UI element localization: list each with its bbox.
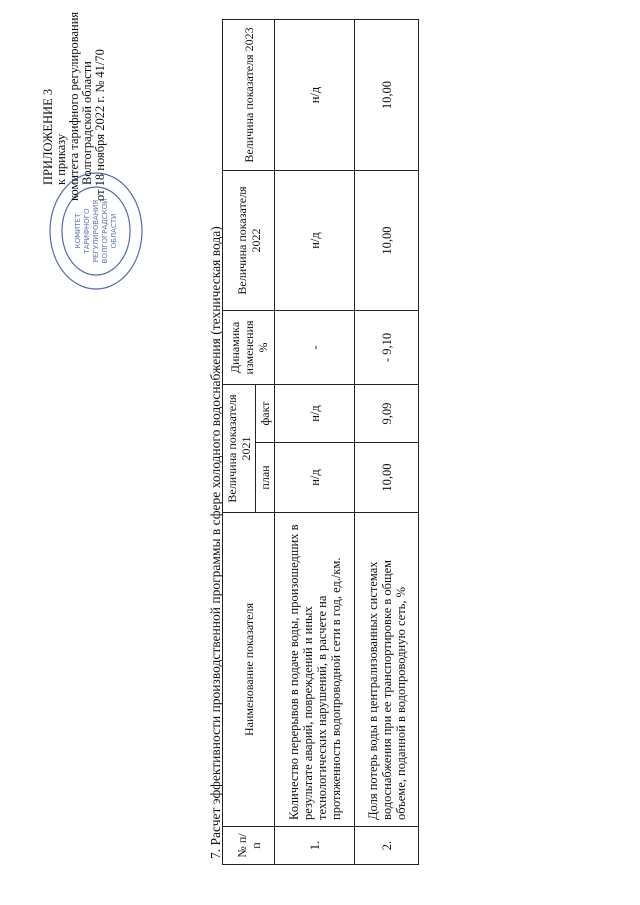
svg-text:РЕГУЛИРОВАНИЯ: РЕГУЛИРОВАНИЯ (92, 199, 100, 263)
cell-dynamics: - (275, 311, 355, 385)
header-num: № п/п (223, 827, 275, 865)
cell-name: Количество перерывов в подаче воды, произошедших в результате аварий, повреждений и иных технологических нарушений, в расчете на протяженность водопроводной сети в год, ед./км. (275, 513, 355, 827)
cell-num: 2. (355, 827, 419, 865)
cell-value-2022: н/д (275, 171, 355, 311)
cell-dynamics: - 9,10 (355, 311, 419, 385)
svg-text:ТАРИФНОГО: ТАРИФНОГО (83, 208, 91, 254)
svg-text:КОМИТЕТ: КОМИТЕТ (74, 213, 82, 249)
svg-text:ОБЛАСТИ: ОБЛАСТИ (110, 213, 118, 249)
approval-block (42, 5, 107, 305)
cell-num: 1. (275, 827, 355, 865)
header-fact: факт (256, 385, 275, 443)
cell-value-2023: н/д (275, 20, 355, 171)
cell-value-2022: 10,00 (355, 171, 419, 311)
table-row (275, 20, 355, 865)
header-value-2021: Величина показателя 2021 (223, 385, 256, 513)
cell-plan: 10,00 (355, 443, 419, 513)
indicators-table (222, 19, 419, 865)
cell-fact: 9,09 (355, 385, 419, 443)
header-dynamics: Динамика изменения % (223, 311, 275, 385)
header-value-2022: Величина показателя 2022 (223, 171, 275, 311)
section-heading: 7. Расчет эффективности производственной программы в сфере холодного водоснабжения (техническая вода) (208, 226, 223, 859)
cell-plan: н/д (275, 443, 355, 513)
approval-line-4: Волгоградской области (80, 61, 94, 185)
header-plan: план (256, 443, 275, 513)
header-value-2023: Величина показателя 2023 (223, 20, 275, 171)
cell-fact: н/д (275, 385, 355, 443)
header-name: Наименование показателя (223, 513, 275, 827)
approval-line-3: комитета тарифного регулирования (67, 11, 81, 201)
cell-value-2023: 10,00 (355, 20, 419, 171)
cell-name: Доля потерь воды в централизованных системах водоснабжения при ее транспортировке в общем объеме, поданной в водопроводную сеть, % (355, 513, 419, 827)
approval-line-5: от 18 ноября 2022 г. № 41/70 (93, 49, 107, 201)
approval-line-2: к приказу (54, 133, 68, 185)
approval-line-1: ПРИЛОЖЕНИЕ 3 (41, 88, 55, 185)
svg-text:ВОЛГОГРАДСКОЙ: ВОЛГОГРАДСКОЙ (101, 198, 109, 264)
table-row (355, 20, 419, 865)
